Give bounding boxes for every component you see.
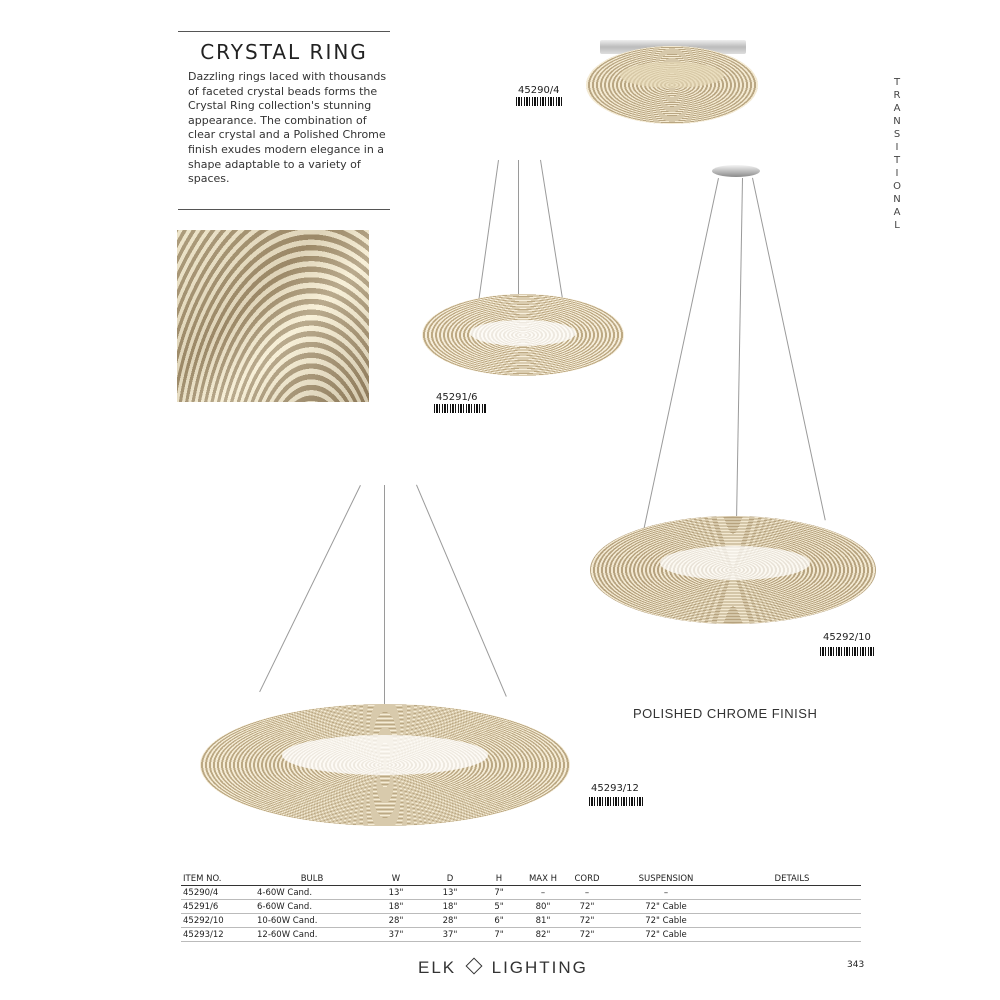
table-cell: 12-60W Cand. — [255, 928, 369, 942]
table-cell: 81" — [521, 914, 565, 928]
header-bottom-rule — [178, 209, 390, 210]
collection-description: Dazzling rings laced with thousands of faceted crystal beads forms the Crystal Ring collection's stunning appearance. The combination of clear crystal and a Polished Chrome finish exudes modern elegance in a shape adaptable to a variety of spaces. — [188, 70, 387, 186]
table-cell: 28" — [423, 914, 477, 928]
table-cell: 7" — [477, 928, 521, 942]
table-cell: 4-60W Cand. — [255, 886, 369, 900]
style-side-label: T R A N S I T I O N A L — [893, 77, 901, 231]
barcode-icon — [434, 404, 486, 413]
table-cell: 45291/6 — [181, 900, 255, 914]
header-d: D — [423, 873, 477, 886]
table-cell — [723, 900, 861, 914]
page-number: 343 — [847, 960, 865, 970]
header-details: DETAILS — [723, 873, 861, 886]
table-cell: – — [521, 886, 565, 900]
table-cell: 45292/10 — [181, 914, 255, 928]
table-cell: 72" — [565, 928, 609, 942]
diamond-icon — [465, 958, 482, 975]
table-cell: 7" — [477, 886, 521, 900]
brand-right: LIGHTING — [491, 958, 588, 977]
brand-logo — [418, 958, 588, 978]
barcode-icon — [516, 97, 564, 106]
product-sku: 45292/10 — [823, 632, 871, 643]
table-cell: 80" — [521, 900, 565, 914]
header-bulb: BULB — [255, 873, 369, 886]
table-cell: 10-60W Cand. — [255, 914, 369, 928]
product-sku: 45290/4 — [518, 85, 560, 96]
table-cell — [723, 914, 861, 928]
table-cell: 72" — [565, 914, 609, 928]
table-cell: 37" — [369, 928, 423, 942]
table-cell: 37" — [423, 928, 477, 942]
header-h: H — [477, 873, 521, 886]
table-cell: 13" — [423, 886, 477, 900]
table-cell: 72" — [565, 900, 609, 914]
header-item-no: ITEM NO. — [181, 873, 255, 886]
table-cell: 72" Cable — [609, 914, 723, 928]
product-sku: 45291/6 — [436, 392, 478, 403]
table-cell: 18" — [369, 900, 423, 914]
header-top-rule — [178, 31, 390, 32]
table-row — [181, 914, 861, 928]
product-sku: 45293/12 — [591, 783, 639, 794]
table-cell: 28" — [369, 914, 423, 928]
table-cell: – — [565, 886, 609, 900]
table-cell: 13" — [369, 886, 423, 900]
table-cell: 72" Cable — [609, 900, 723, 914]
header-w: W — [369, 873, 423, 886]
table-row — [181, 900, 861, 914]
table-cell — [723, 886, 861, 900]
barcode-icon — [589, 797, 643, 806]
brand-left: ELK — [418, 958, 457, 977]
table-cell: 6" — [477, 914, 521, 928]
table-cell: 45293/12 — [181, 928, 255, 942]
table-row — [181, 928, 861, 942]
collection-title: CRYSTAL RING — [200, 40, 368, 64]
table-cell: 18" — [423, 900, 477, 914]
table-cell: 5" — [477, 900, 521, 914]
spec-table — [181, 873, 861, 942]
header-max-h: MAX H — [521, 873, 565, 886]
table-cell: 45290/4 — [181, 886, 255, 900]
crystal-closeup-image — [177, 230, 369, 402]
table-row — [181, 886, 861, 900]
table-cell: – — [609, 886, 723, 900]
header-cord: CORD — [565, 873, 609, 886]
barcode-icon — [820, 647, 876, 656]
table-cell — [723, 928, 861, 942]
table-header-row — [181, 873, 861, 886]
table-cell: 82" — [521, 928, 565, 942]
header-suspension: SUSPENSION — [609, 873, 723, 886]
table-cell: 72" Cable — [609, 928, 723, 942]
finish-label: POLISHED CHROME FINISH — [633, 706, 818, 721]
table-cell: 6-60W Cand. — [255, 900, 369, 914]
